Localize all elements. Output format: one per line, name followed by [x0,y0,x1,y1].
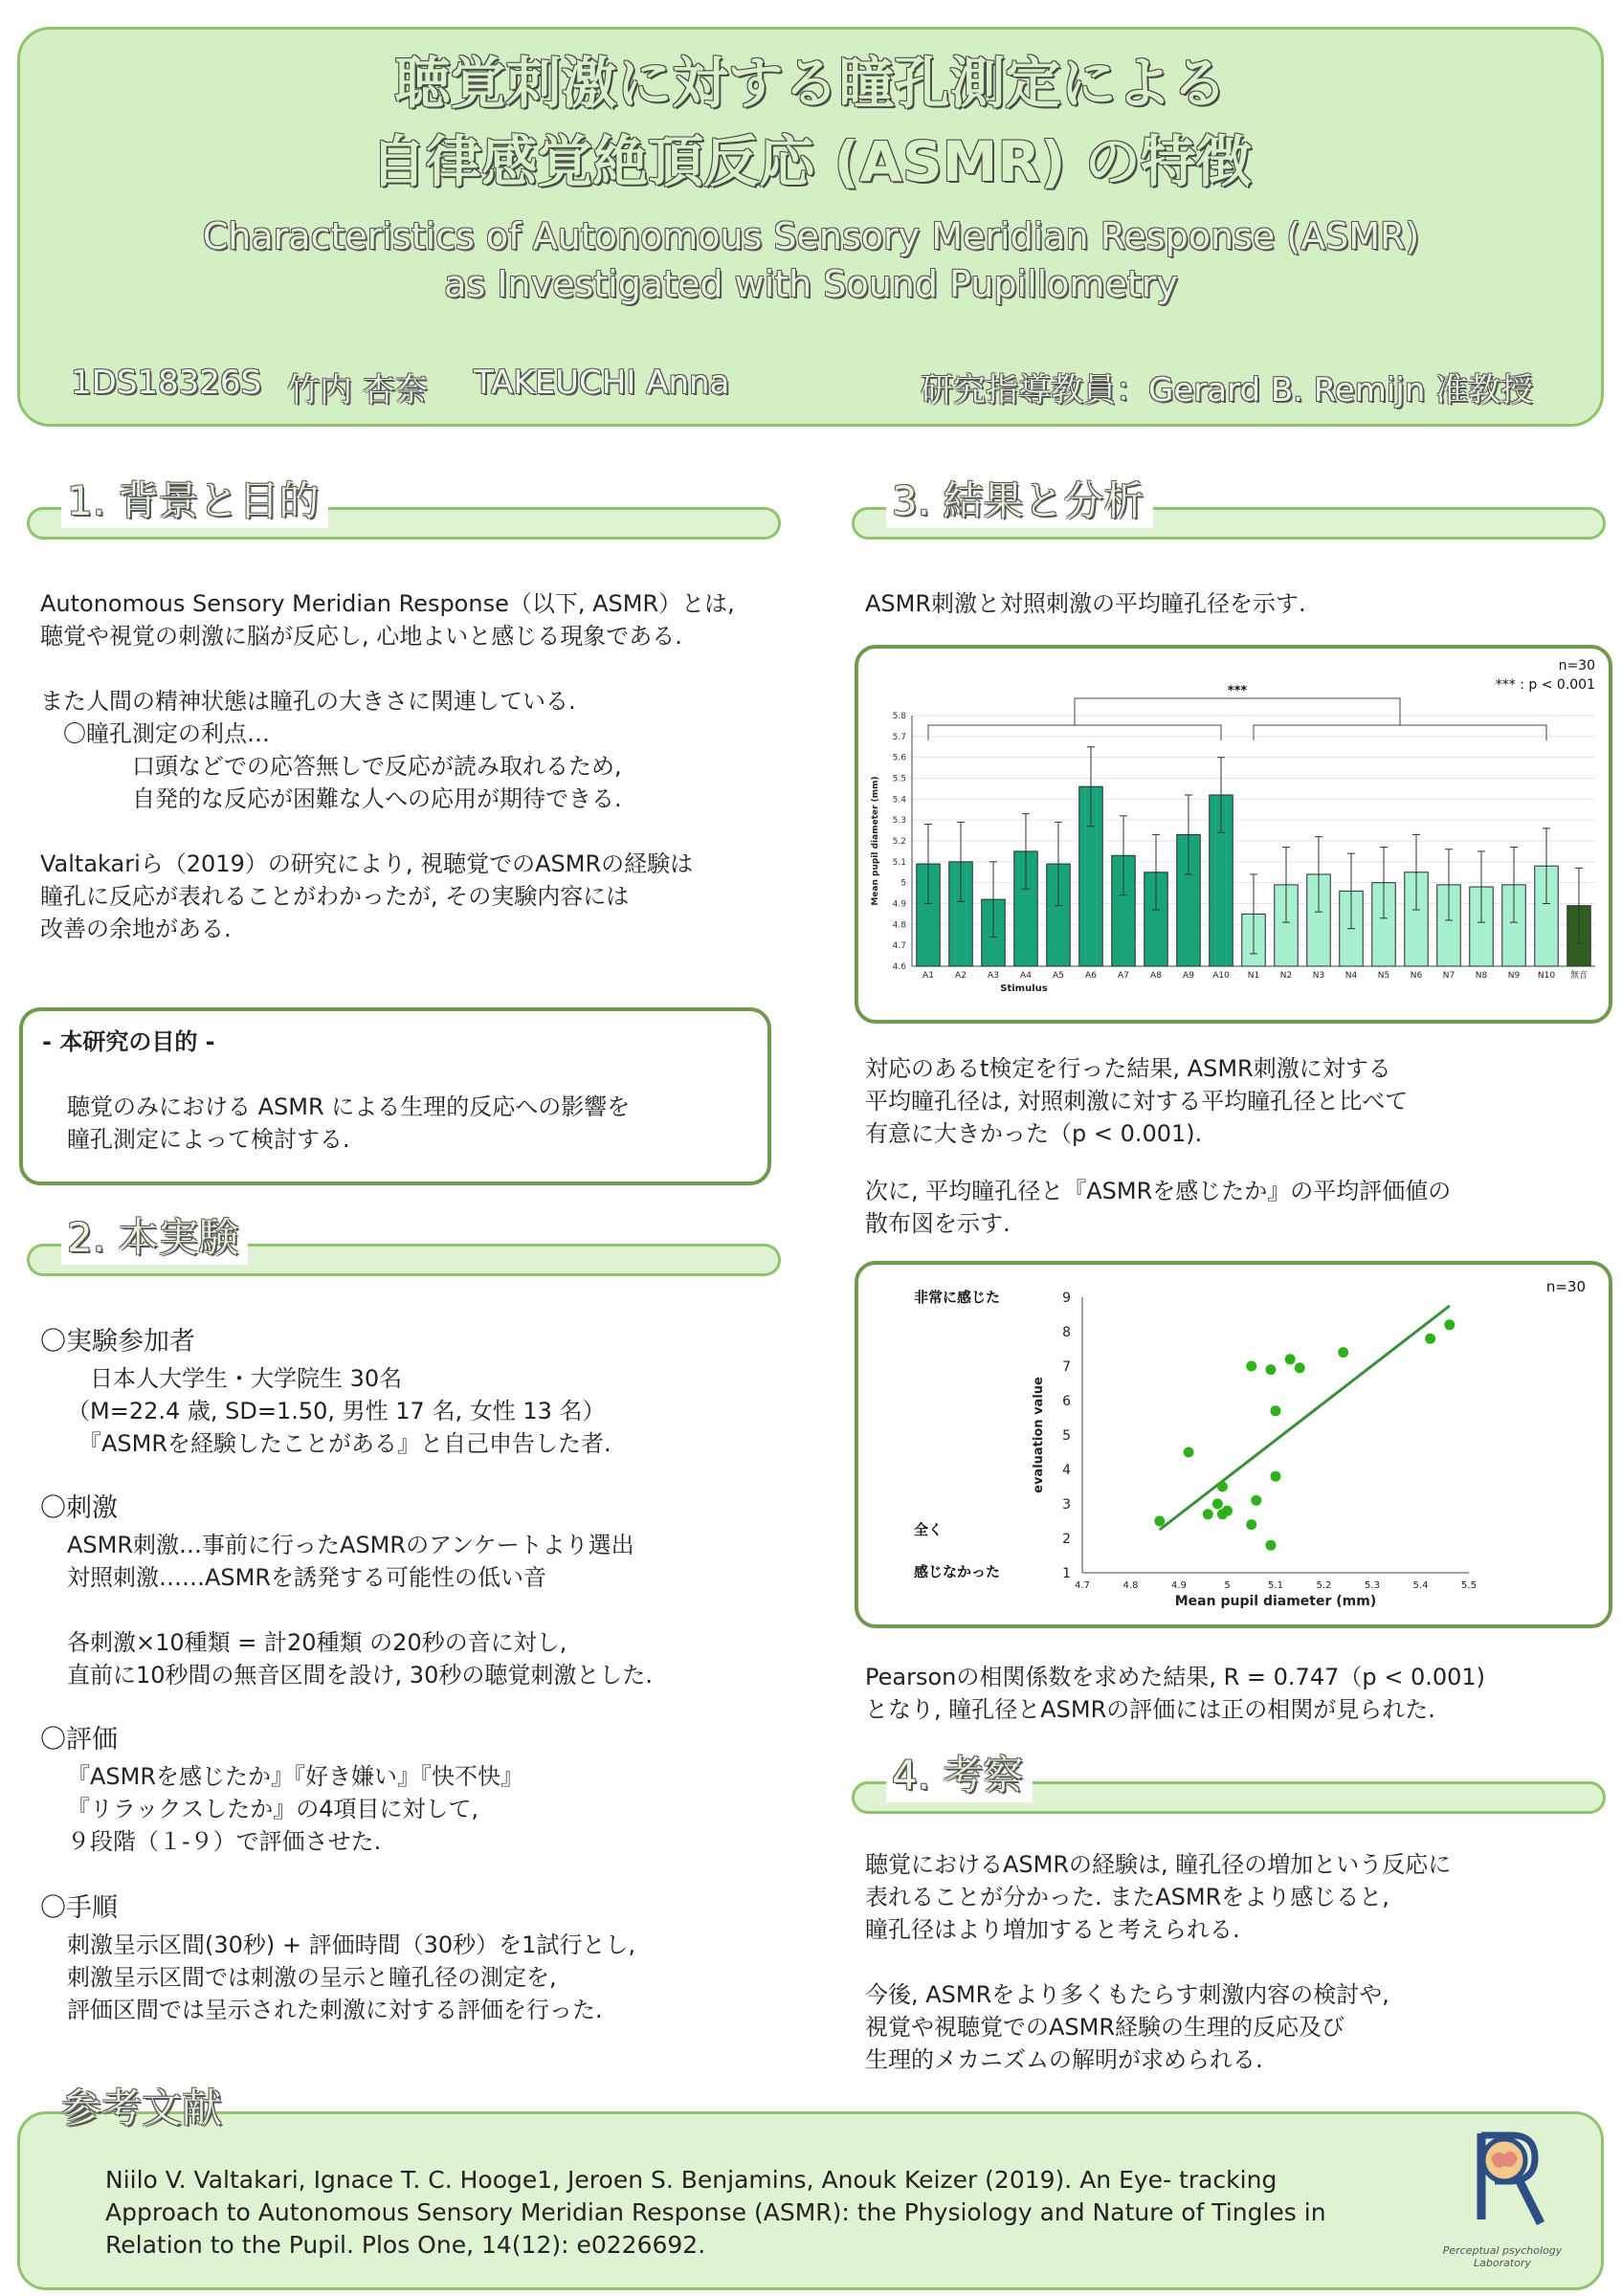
bar-chart-ytick-label: 4.7 [892,941,906,952]
bar-chart-ytick-label: 4.8 [892,920,906,931]
bar-chart-xtick-label: A6 [1085,971,1097,981]
scatter-intro: 次に, 平均瞳孔径と『ASMRを感じたか』の平均評価値の 散布図を示す. [865,1178,1452,1237]
bar-chart-xtick-label: 無音 [1569,971,1589,981]
bar-chart-frame [855,645,1612,1024]
bar-chart-xtick-label: A7 [1118,971,1129,981]
bar-chart-xtick-label: N1 [1247,971,1260,981]
student-id: 1DS18326S [71,364,262,402]
scatter-xtick-label: 5.5 [1461,1580,1477,1591]
participants-head: 〇実験参加者 [40,1327,195,1357]
bracket-control-group [1254,725,1546,740]
bracket-between-groups [1075,698,1400,725]
scatter-point [1212,1499,1223,1510]
scatter-ytick-label: 5 [1062,1428,1071,1444]
scatter-point [1444,1319,1455,1330]
section-4-title: 4. 考察 [886,1749,1033,1802]
scatter-ytick-label: 1 [1062,1566,1071,1581]
scatter-point [1425,1334,1435,1344]
scatter-y-label: evaluation value [1032,1377,1046,1493]
scatter-ytick-label: 4 [1062,1463,1071,1478]
bar-chart-ytick-label: 5.2 [892,837,906,847]
procedure-head: 〇手順 [40,1893,118,1923]
scatter-xtick-label: 4.7 [1075,1580,1090,1591]
evaluation-body: 『ASMRを感じたか』『好き嫌い』『快不快』 『リラックスしたか』の4項目に対して, ９段階（１-９）で評価させた. [67,1763,524,1855]
scatter-ytick-label: 6 [1062,1394,1071,1409]
advisor: 研究指導教員：Gerard B. Remijn 准教授 [921,371,1534,409]
bar-chart-ytick-label: 4.6 [892,962,906,972]
scatter-point [1203,1509,1213,1519]
scatter-point [1285,1354,1296,1364]
scatter-point [1338,1347,1348,1358]
purpose-body: 聴覚のみにおける ASMR による生理的反応への影響を 瞳孔測定によって検討する. [67,1093,631,1153]
scatter-point [1184,1447,1194,1458]
scatter-point [1246,1519,1256,1530]
scatter-y-top-label: 非常に感じた [914,1289,1001,1306]
bar-chart-xtick-label: A1 [922,971,934,981]
bar-chart-ytick-label: 5.6 [892,753,906,763]
scatter-x-label: Mean pupil diameter (mm) [1174,1594,1377,1609]
bar-chart-xtick-label: N5 [1377,971,1390,981]
lab-logo-text: Perceptual psychology Laboratory [1442,2244,1563,2269]
bar-chart-ytick-label: 5.5 [892,774,906,784]
scatter-point [1251,1495,1261,1506]
scatter-ytick-label: 3 [1062,1497,1071,1512]
bar-chart-xtick-label: A4 [1020,971,1032,981]
scatter-point [1265,1540,1276,1551]
regression-line [1160,1306,1450,1530]
scatter-y-bottom-label-2: 感じなかった [914,1563,1001,1580]
scatter-ytick-label: 2 [1062,1532,1071,1547]
scatter-point [1217,1482,1228,1492]
participants-body: 日本人大学生・大学院生 30名 （M=22.4 歳, SD=1.50, 男性 17 名, 女性 13 名） 『ASMRを経験したことがある』と自己申告した者. [67,1365,611,1457]
bar-chart-xtick-label: N9 [1507,971,1521,981]
purpose-title: - 本研究の目的 - [42,1028,215,1055]
bar-chart-ytick-label: 5.1 [892,857,906,868]
stimulus-head: 〇刺激 [40,1493,118,1523]
evaluation-head: 〇評価 [40,1725,118,1755]
title-jp-line2: 自律感覚絶頂反応 (ASMR) の特徴 [370,129,1252,194]
title-en-line1: Characteristics of Autonomous Sensory Meridian Response (ASMR) [202,215,1420,257]
bar-chart-xtick-label: N10 [1537,971,1556,981]
bar-chart-n-label: n=30 [1558,658,1595,673]
scatter-point [1154,1516,1165,1527]
ttest-result: 対応のあるt検定を行った結果, ASMR刺激に対する 平均瞳孔径は, 対照刺激に対する平均瞳孔径と比べて 有意に大きかった（p < 0.001). [865,1055,1409,1147]
title-jp-line1: 聴覚刺激に対する瞳孔測定による [394,51,1228,116]
scatter-point [1271,1471,1281,1482]
references-title: 参考文献 [61,2085,223,2131]
significance-marker: *** [1227,684,1248,698]
scatter-ytick-label: 8 [1062,1325,1071,1340]
bar-chart-xtick-label: A8 [1150,971,1162,981]
magnifier-brain-icon [1435,2128,1569,2241]
bar-chart-xtick-label: N6 [1410,971,1423,981]
scatter-xtick-label: 5.3 [1365,1580,1380,1591]
stimulus-body: ASMR刺激…事前に行ったASMRのアンケートより選出 対照刺激……ASMRを誘発する可能性の低い音 各刺激×10種類 = 計20種類 の20秒の音に対し, 直前に10秒間の無音区間を設け, 30秒の聴覚刺激とした. [67,1532,653,1689]
bar-chart-xtick-label: N8 [1475,971,1488,981]
bar-chart [858,649,1609,1020]
section-1-title: 1. 背景と目的 [61,475,328,528]
scatter-xtick-label: 4.8 [1122,1580,1139,1591]
bracket-asmr-group [928,725,1221,740]
scatter-point [1222,1506,1233,1516]
pearson-result: Pearsonの相関係数を求めた結果, R = 0.747（p < 0.001) となり, 瞳孔径とASMRの評価には正の相関が見られた. [865,1664,1486,1723]
section-2-title: 2. 本実験 [61,1211,248,1265]
bar-chart-xtick-label: A10 [1212,971,1230,981]
scatter-y-bottom-label-1: 全く [914,1521,944,1538]
bar-chart-xtick-label: A9 [1183,971,1194,981]
scatter-point [1295,1362,1305,1373]
bar-chart-ytick-label: 5.3 [892,816,906,827]
section-1-body: Autonomous Sensory Meridian Response（以下, ASMR）とは, 聴覚や視覚の刺激に脳が反応し, 心地よいと感じる現象である. また人間の精神状態は瞳孔の大きさに関連している. 〇瞳孔測定の利点… 口頭などでの応答無しで反応が読み取れるため, 自発的な反応が困難な人への応用が期待できる. Valtakariら（2019）の研究により, 視聴覚でのASMRの経験は 瞳孔に反応が表れることがわかったが, その実験内容には 改善の余地がある. [40,590,735,942]
section-3-intro: ASMR刺激と対照刺激の平均瞳孔径を示す. [865,590,1306,617]
bar-chart-xtick-label: N3 [1312,971,1325,981]
author-jp: 竹内 杏奈 [287,371,428,409]
bar-chart-xtick-label: A2 [955,971,967,981]
scatter-xtick-label: 4.9 [1171,1580,1187,1591]
scatter-n-label: n=30 [1545,1278,1586,1295]
bar-chart-ytick-label: 5.8 [892,712,906,721]
section-4-body: 聴覚におけるASMRの経験は, 瞳孔径の増加という反応に 表れることが分かった. またASMRをより感じると, 瞳孔径はより増加すると考えられる. 今後, ASMRをより多くもたらす刺激内容の検討や, 視覚や視聴覚でのASMR経験の生理的反応及び 生理的メカニズムの解明が求められる. [865,1851,1452,2073]
procedure-body: 刺激呈示区間(30秒) + 評価時間（30秒）を1試行とし, 刺激呈示区間では刺激の呈示と瞳孔径の測定を, 評価区間では呈示された刺激に対する評価を行った. [67,1932,636,2023]
bar-chart-xtick-label: A3 [988,971,999,981]
author-en: TAKEUCHI Anna [474,364,730,402]
scatter-chart-frame [855,1261,1612,1628]
section-3-title: 3. 結果と分析 [886,475,1153,528]
title-en-line2: as Investigated with Sound Pupillometry [444,263,1178,305]
bar-chart-xtick-label: A5 [1053,971,1064,981]
scatter-xtick-label: 5 [1224,1580,1231,1591]
scatter-xtick-label: 5.2 [1316,1580,1332,1591]
scatter-point [1271,1405,1281,1416]
scatter-ytick-label: 9 [1062,1291,1071,1306]
scatter-chart [858,1265,1609,1624]
bar-chart-ytick-label: 5.4 [892,795,906,806]
bar-chart-sig-legend: *** : p < 0.001 [1495,677,1595,693]
bar-chart-y-label: Mean pupil diameter (mm) [871,776,880,906]
bar-chart-ytick-label: 4.9 [892,899,906,910]
bar-chart-xtick-label: N2 [1279,971,1293,981]
scatter-xtick-label: 5.1 [1268,1580,1283,1591]
bar-chart-ytick-label: 5.7 [892,732,906,742]
scatter-point [1265,1364,1276,1375]
bar-chart-xtick-label: N4 [1344,971,1358,981]
bar-chart-ytick-label: 5 [900,878,906,889]
scatter-xtick-label: 5.4 [1412,1580,1429,1591]
bar-chart-x-label: Stimulus [1000,983,1048,994]
lab-logo [1435,2128,1569,2281]
references-body: Niilo V. Valtakari, Ignace T. C. Hooge1, Jeroen S. Benjamins, Anouk Keizer (2019). An Eye- tracking Approach to Autonomous Sensory Meridian Response (ASMR): the Physiology and Nature of Tingles in Relation to the Pupil. Plos One, 14(12): e0226692. [105,2166,1326,2259]
scatter-ytick-label: 7 [1062,1359,1071,1375]
scatter-point [1246,1361,1256,1372]
bar-chart-xtick-label: N7 [1442,971,1455,981]
